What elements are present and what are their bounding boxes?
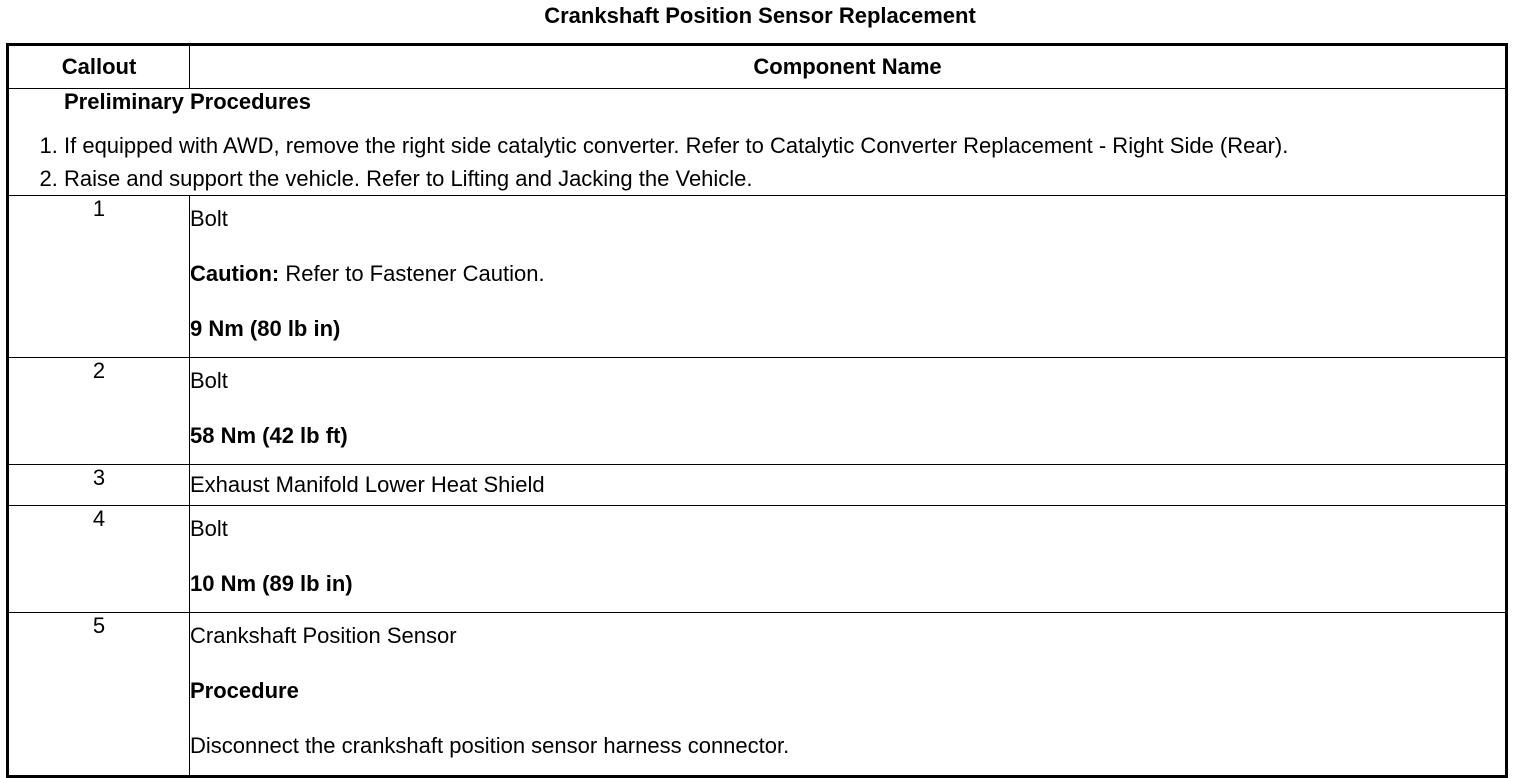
preliminary-procedures [8,89,1507,196]
component-cell [190,506,1507,613]
header-component-name: Component Name [190,45,1507,89]
header-row [8,45,1507,89]
preliminary-step: 1. If equipped with AWD, remove the right side catalytic converter. Refer to Catalytic Converter Replacement - Right Side (Rear). [64,129,1505,162]
component-name: Bolt [190,206,228,231]
callout-number: 3 [8,465,190,506]
callout-number: 5 [8,613,190,777]
component-cell [190,358,1507,465]
table-row [8,613,1507,777]
component-cell [190,613,1507,777]
header-callout: Callout [8,45,190,89]
callout-table [6,43,1508,778]
table-row [8,196,1507,358]
callout-number: 4 [8,506,190,613]
table-row [8,358,1507,465]
caution-note [190,261,1505,287]
preliminary-heading: Preliminary Procedures [64,89,312,114]
callout-number: 2 [8,358,190,465]
component-cell [190,465,1507,506]
preliminary-steps [9,129,1505,195]
table-row [8,465,1507,506]
procedure-label: Procedure [190,678,299,703]
procedure-step: Disconnect the crankshaft position sensor harness connector. [190,733,790,758]
preliminary-row [8,89,1507,196]
component-name: Crankshaft Position Sensor [190,623,457,648]
component-name: Bolt [190,516,228,541]
caution-label: Caution: [190,261,280,286]
torque-spec: 10 Nm (89 lb in) [190,571,353,596]
caution-text: Refer to Fastener Caution. [279,261,545,286]
component-name: Exhaust Manifold Lower Heat Shield [190,472,545,497]
torque-spec: 58 Nm (42 lb ft) [190,423,348,448]
preliminary-step: 2. Raise and support the vehicle. Refer to Lifting and Jacking the Vehicle. [64,162,1505,195]
component-cell [190,196,1507,358]
torque-spec: 9 Nm (80 lb in) [190,316,341,341]
page-title: Crankshaft Position Sensor Replacement [544,3,976,28]
table-row [8,506,1507,613]
callout-number: 1 [8,196,190,358]
component-name: Bolt [190,368,228,393]
